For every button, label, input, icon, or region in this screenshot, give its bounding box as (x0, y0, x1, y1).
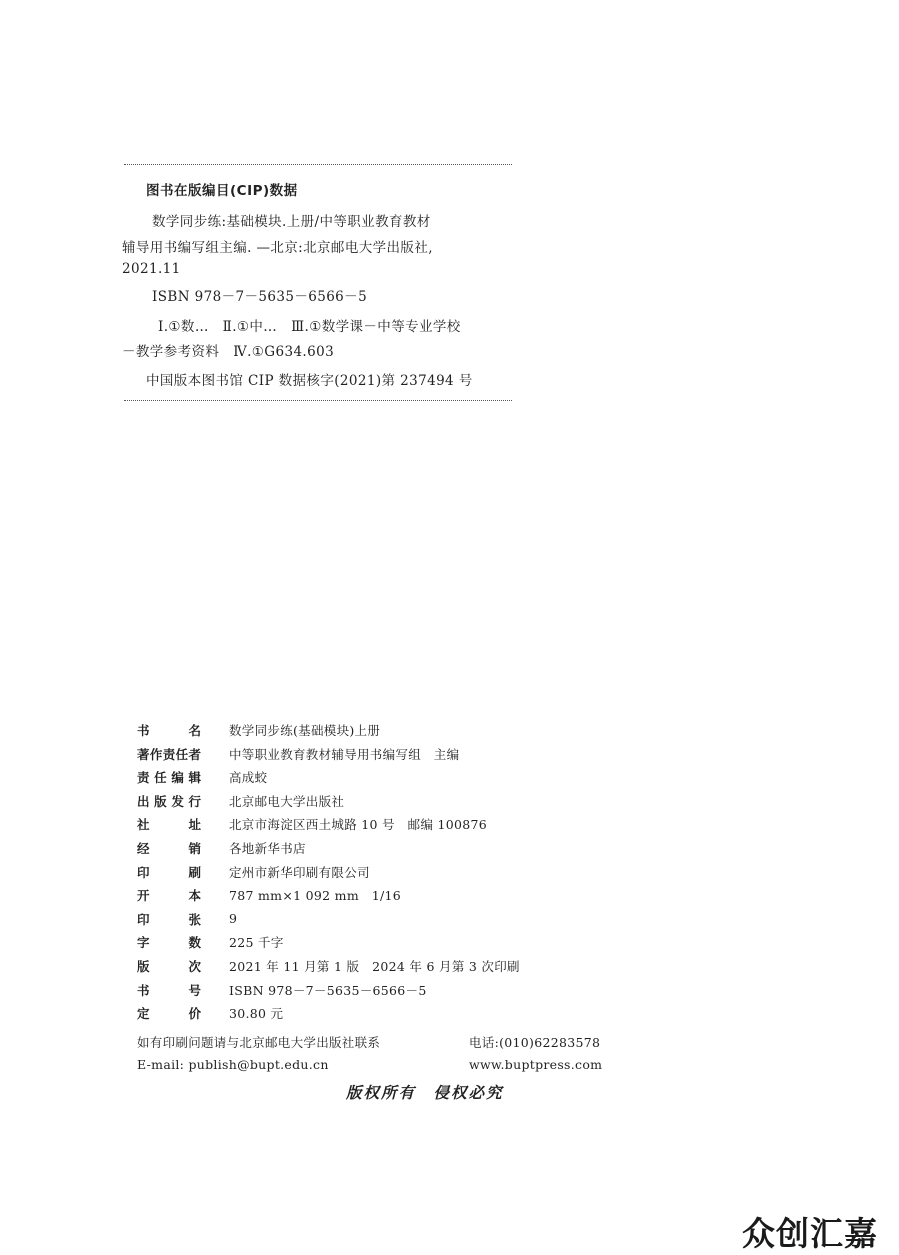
imprint-row (137, 885, 401, 905)
imprint-row (137, 791, 344, 811)
imprint-label-char: 数 (188, 935, 201, 951)
imprint-value: ISBN 978－7－5635－6566－5 (229, 982, 427, 998)
imprint-row (137, 720, 380, 740)
email-address: E-mail: publish@bupt.edu.cn (137, 1057, 329, 1072)
imprint-label (137, 933, 201, 951)
imprint-label-char: 字 (137, 935, 150, 951)
imprint-value: 中等职业教育教材辅导用书编写组 主编 (229, 746, 460, 762)
imprint-label-char: 发 (171, 793, 184, 809)
imprint-label-char: 任 (175, 746, 189, 762)
cip-title: 图书在版编目(CIP)数据 (146, 183, 298, 199)
cip-line-classification: Ⅰ.①数… Ⅱ.①中… Ⅲ.①数学课－中等专业学校 (158, 319, 461, 335)
cip-line-isbn: ISBN 978－7－5635－6566－5 (152, 289, 368, 305)
imprint-value: 数学同步练(基础模块)上册 (229, 723, 381, 738)
imprint-label (137, 886, 201, 904)
phone-number: 电话:(010)62283578 (469, 1035, 601, 1050)
imprint-label-char: 销 (188, 841, 201, 856)
imprint-label-char: 本 (188, 888, 201, 904)
imprint-label-char: 者 (188, 746, 201, 762)
imprint-label-char: 责 (162, 746, 176, 762)
imprint-label (137, 910, 201, 928)
imprint-label-char: 号 (188, 982, 201, 998)
cip-top-rule (124, 164, 512, 165)
imprint-value: 高成蛟 (229, 770, 268, 786)
imprint-label (137, 957, 201, 975)
imprint-row (137, 814, 487, 834)
cip-line-2: 辅导用书编写组主编. —北京:北京邮电大学出版社, (122, 240, 433, 256)
imprint-label-char: 著 (137, 746, 150, 762)
imprint-row (137, 932, 284, 952)
imprint-label (137, 745, 201, 763)
cip-line-classification-cont: －教学参考资料 Ⅳ.①G634.603 (122, 344, 335, 360)
imprint-label-char: 价 (188, 1006, 201, 1022)
copyright-notice: 版权所有 侵权必究 (346, 1084, 504, 1102)
imprint-value: 北京市海淀区西土城路 10 号 邮编 100876 (229, 817, 488, 833)
cip-line-3: 2021.11 (122, 261, 181, 277)
imprint-label-char: 作 (149, 746, 163, 762)
imprint-label (137, 863, 201, 881)
imprint-row (137, 744, 459, 764)
imprint-row (137, 1003, 283, 1023)
imprint-value: 定州市新华印刷有限公司 (229, 864, 370, 880)
imprint-label-char: 任 (154, 770, 167, 786)
imprint-value: 787 mm×1 092 mm 1/16 (229, 888, 402, 904)
imprint-label-char: 辑 (188, 770, 201, 786)
print-issue-note: 如有印刷问题请与北京邮电大学出版社联系 (137, 1035, 381, 1050)
imprint-label (137, 792, 201, 810)
imprint-value: 各地新华书店 (229, 841, 306, 856)
imprint-label (137, 981, 201, 999)
imprint-label-char: 印 (137, 911, 150, 927)
imprint-label-char: 开 (137, 888, 150, 904)
cip-bottom-rule (124, 400, 512, 401)
imprint-label-char: 张 (188, 911, 201, 927)
imprint-label-char: 址 (188, 817, 201, 833)
imprint-row (137, 980, 427, 1000)
imprint-label (137, 768, 201, 786)
watermark-logo: 众创汇嘉 (742, 1214, 878, 1253)
imprint-label (137, 815, 201, 833)
imprint-label-char: 版 (154, 793, 167, 809)
imprint-label-char: 编 (171, 770, 184, 786)
imprint-label-char: 行 (188, 793, 201, 809)
imprint-label (137, 721, 201, 739)
imprint-value: 30.80 元 (229, 1006, 284, 1022)
imprint-label-char: 书 (137, 982, 150, 998)
imprint-label-char: 社 (137, 817, 150, 833)
imprint-row (137, 838, 306, 858)
imprint-row (137, 909, 237, 929)
imprint-label-char: 经 (137, 841, 150, 856)
imprint-value: 9 (229, 911, 238, 927)
imprint-label-char: 名 (188, 723, 201, 738)
imprint-value: 2021 年 11 月第 1 版 2024 年 6 月第 3 次印刷 (229, 959, 520, 974)
cip-line-record-number: 中国版本图书馆 CIP 数据核字(2021)第 237494 号 (146, 373, 473, 389)
imprint-label-char: 出 (137, 793, 150, 809)
imprint-value: 北京邮电大学出版社 (229, 793, 345, 809)
imprint-label-char: 责 (137, 770, 150, 786)
imprint-row (137, 767, 267, 787)
imprint-row (137, 956, 520, 976)
imprint-label-char: 次 (188, 959, 201, 974)
imprint-label-char: 定 (137, 1006, 150, 1022)
imprint-label (137, 1004, 201, 1022)
imprint-label-char: 刷 (188, 864, 201, 880)
website-url: www.buptpress.com (469, 1057, 603, 1072)
imprint-label-char: 印 (137, 864, 150, 880)
imprint-row (137, 862, 370, 882)
imprint-label-char: 版 (137, 959, 150, 974)
cip-line-1: 数学同步练:基础模块.上册/中等职业教育教材 (152, 214, 431, 230)
imprint-label (137, 839, 201, 857)
imprint-value: 225 千字 (229, 935, 284, 951)
imprint-label-char: 书 (137, 723, 150, 738)
